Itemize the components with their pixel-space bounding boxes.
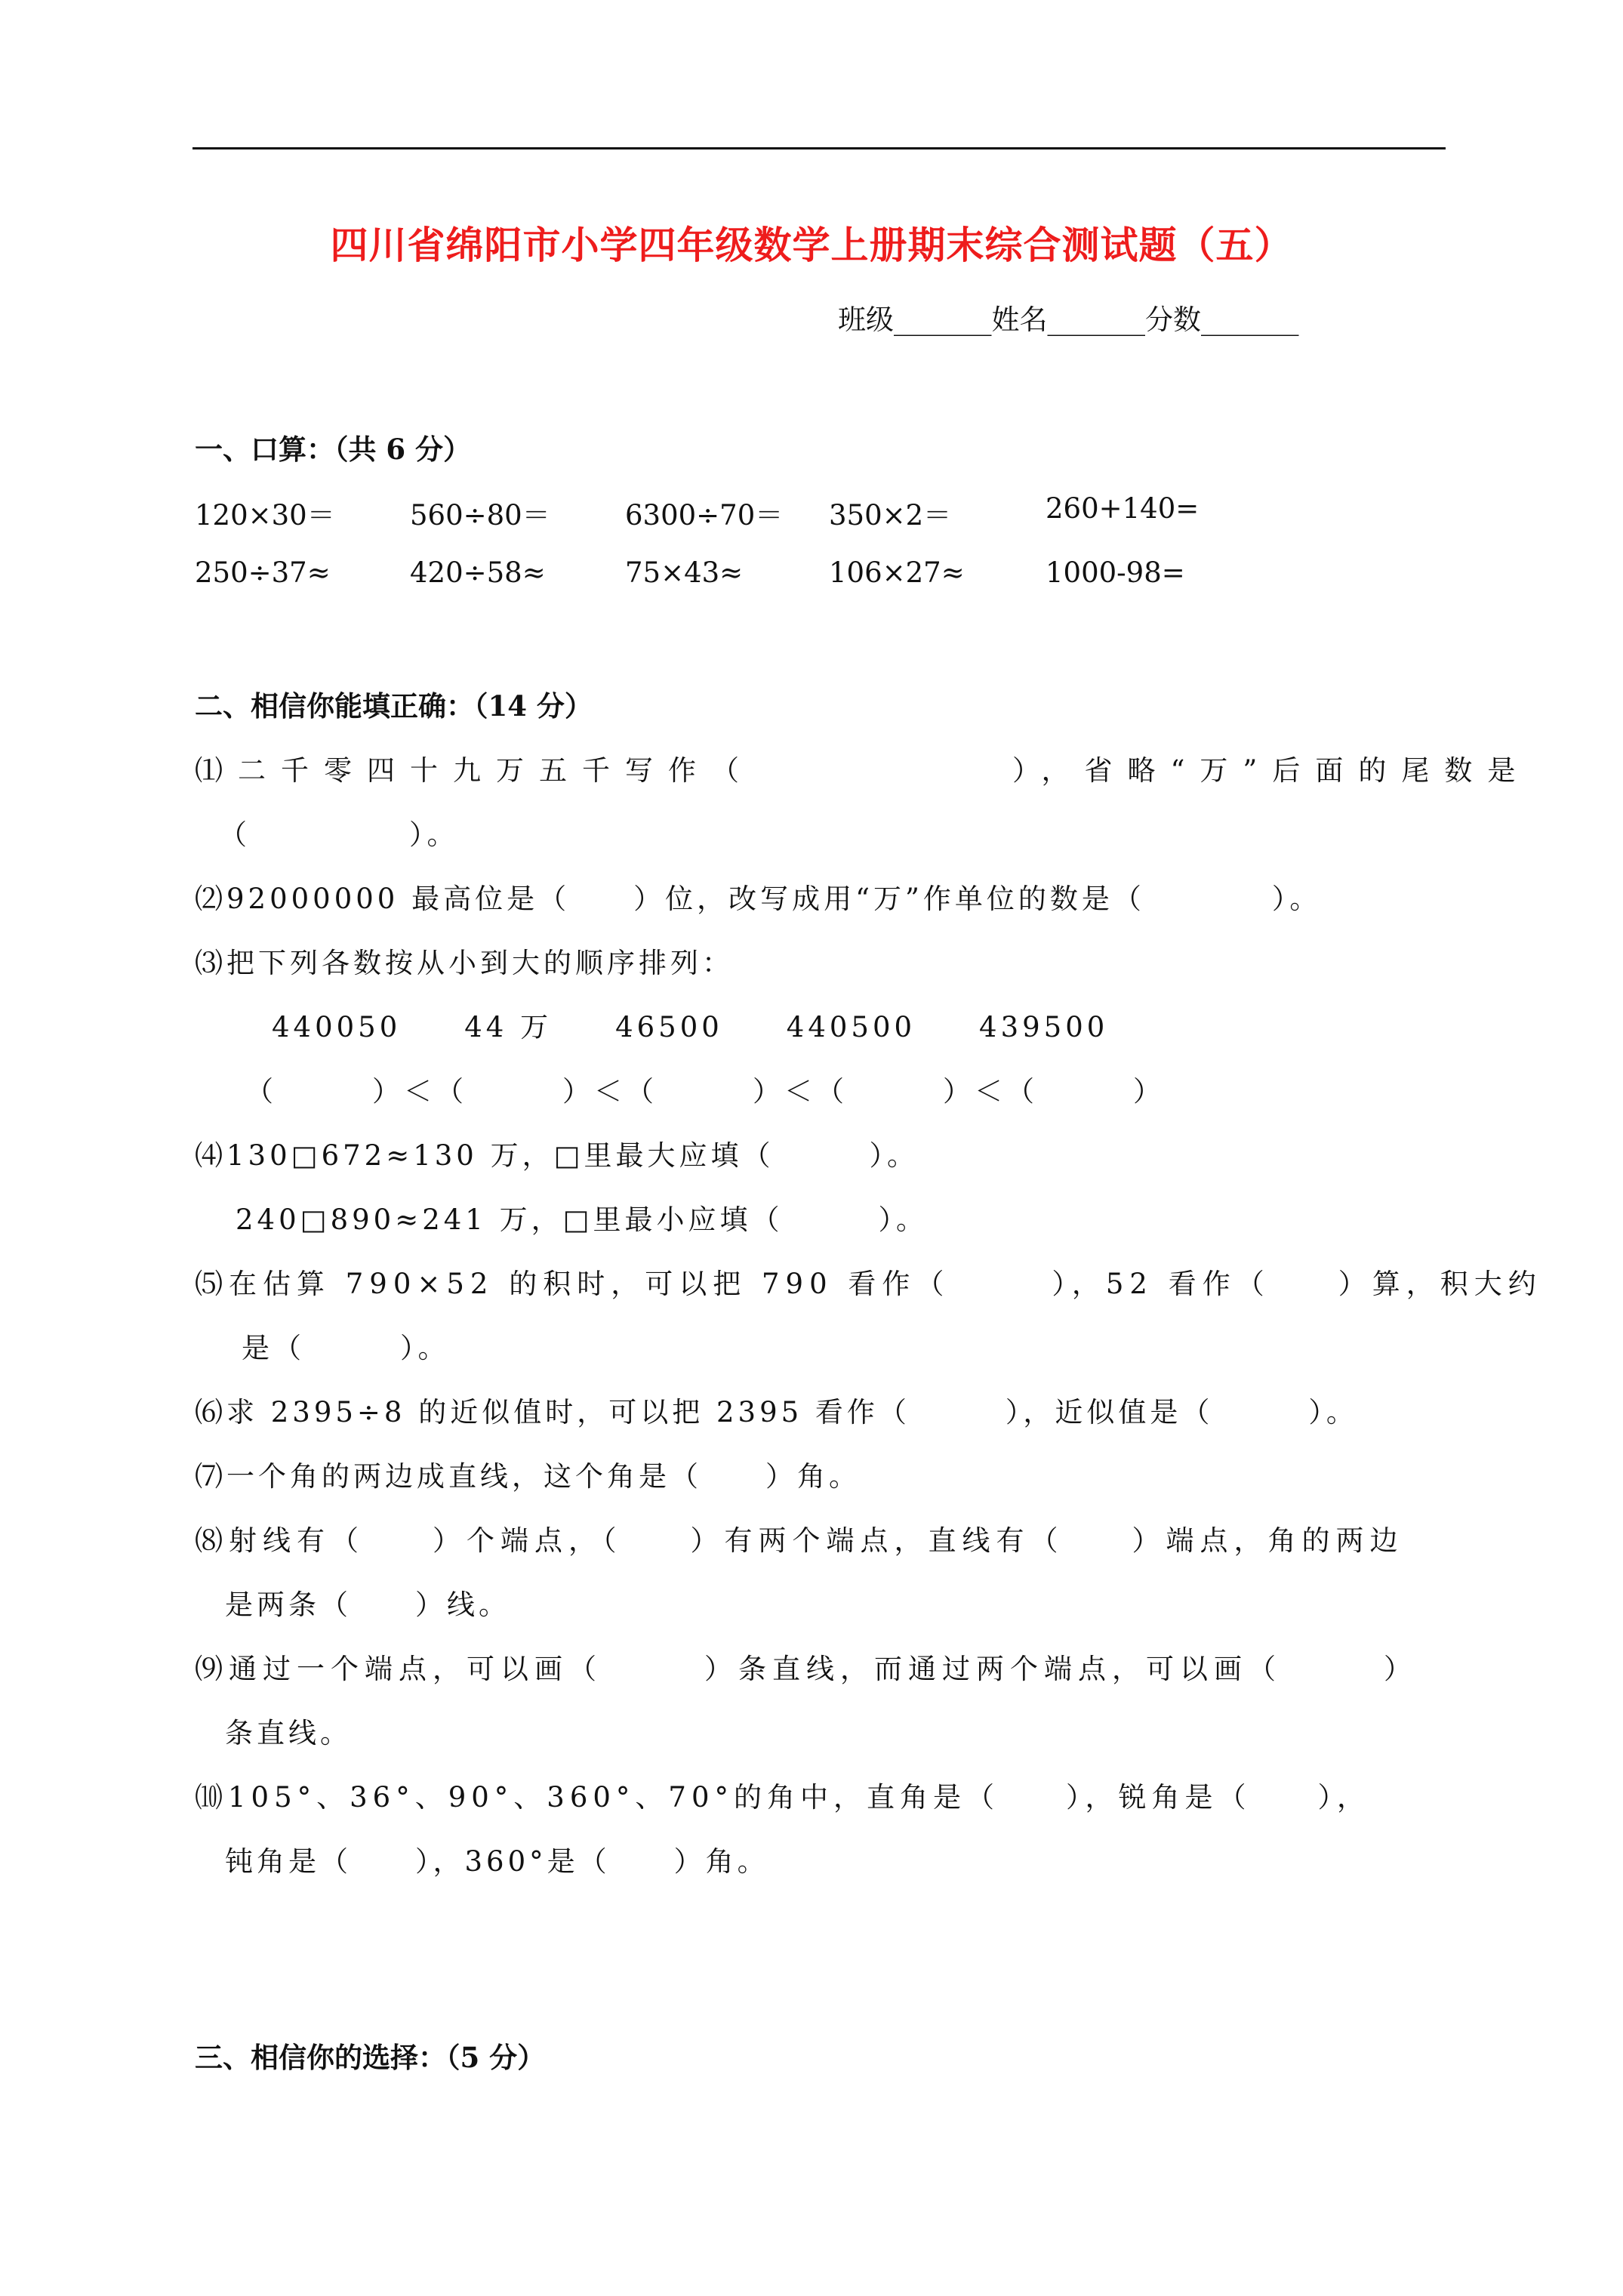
question-3: ⑶把下列各数按从小到大的顺序排列： — [195, 947, 734, 979]
page-title: 四川省绵阳市小学四年级数学上册期末综合测试题（五） — [330, 223, 1293, 267]
student-info-line: 班级_______姓名_______分数_______ — [838, 304, 1299, 336]
section3-heading: 三、相信你的选择：（5 分） — [195, 2041, 546, 2074]
section1-heading: 一、口算：（共 6 分） — [195, 433, 472, 466]
question-9: ⑼通过一个端点，可以画（ ）条直线，而通过两个端点，可以画（ ） — [195, 1653, 1418, 1685]
question-8-cont: 是两条（ ）线。 — [225, 1589, 510, 1621]
calc-item: 250÷37≈ — [195, 556, 331, 589]
question-6: ⑹求 2395÷8 的近似值时，可以把 2395 看作（ ），近似值是（ ）。 — [195, 1396, 1358, 1428]
calc-item: 106×27≈ — [829, 556, 965, 589]
calc-item: 560÷80＝ — [410, 499, 550, 532]
question-10: ⑽105°、36°、90°、360°、70°的角中，直角是（ ），锐角是（ ）， — [195, 1781, 1370, 1814]
question-3-numbers: 440050 44 万 46500 440500 439500 — [272, 1011, 1109, 1043]
question-8: ⑻射线有（ ）个端点，（ ）有两个端点，直线有（ ）端点，角的两边 — [195, 1524, 1404, 1557]
question-4: ⑷130□672≈130 万，□里最大应填（ ）。 — [195, 1139, 919, 1172]
question-3-order: （ ）＜（ ）＜（ ）＜（ ）＜（ ） — [245, 1075, 1165, 1108]
question-5-cont: 是（ ）。 — [242, 1332, 450, 1364]
calc-item: 350×2＝ — [829, 499, 952, 532]
question-1: ⑴二千零四十九万五千写作（ ），省略“万”后面的尾数是 — [195, 754, 1531, 787]
question-7: ⑺一个角的两边成直线，这个角是（ ）角。 — [195, 1460, 861, 1493]
calc-item: 1000-98= — [1046, 556, 1185, 589]
question-1-cont: （ ）。 — [219, 818, 459, 851]
question-5: ⑸在估算 790×52 的积时，可以把 790 看作（ ），52 看作（ ）算，积大约 — [195, 1268, 1542, 1300]
question-4-cont: 240□890≈241 万，□里最小应填（ ）。 — [236, 1203, 929, 1236]
calc-item: 120×30＝ — [195, 499, 335, 532]
calc-item: 420÷58≈ — [410, 556, 546, 589]
question-2: ⑵92000000 最高位是（ ）位，改写成用“万”作单位的数是（ ）。 — [195, 883, 1322, 915]
question-9-cont: 条直线。 — [225, 1717, 352, 1749]
section2-heading: 二、相信你能填正确：（14 分） — [195, 689, 593, 723]
question-10-cont: 钝角是（ ），360°是（ ）角。 — [225, 1845, 769, 1878]
calc-item: 260+140= — [1046, 492, 1200, 525]
calc-item: 75×43≈ — [625, 556, 744, 589]
calc-item: 6300÷70＝ — [625, 499, 784, 532]
header-rule — [192, 147, 1446, 149]
